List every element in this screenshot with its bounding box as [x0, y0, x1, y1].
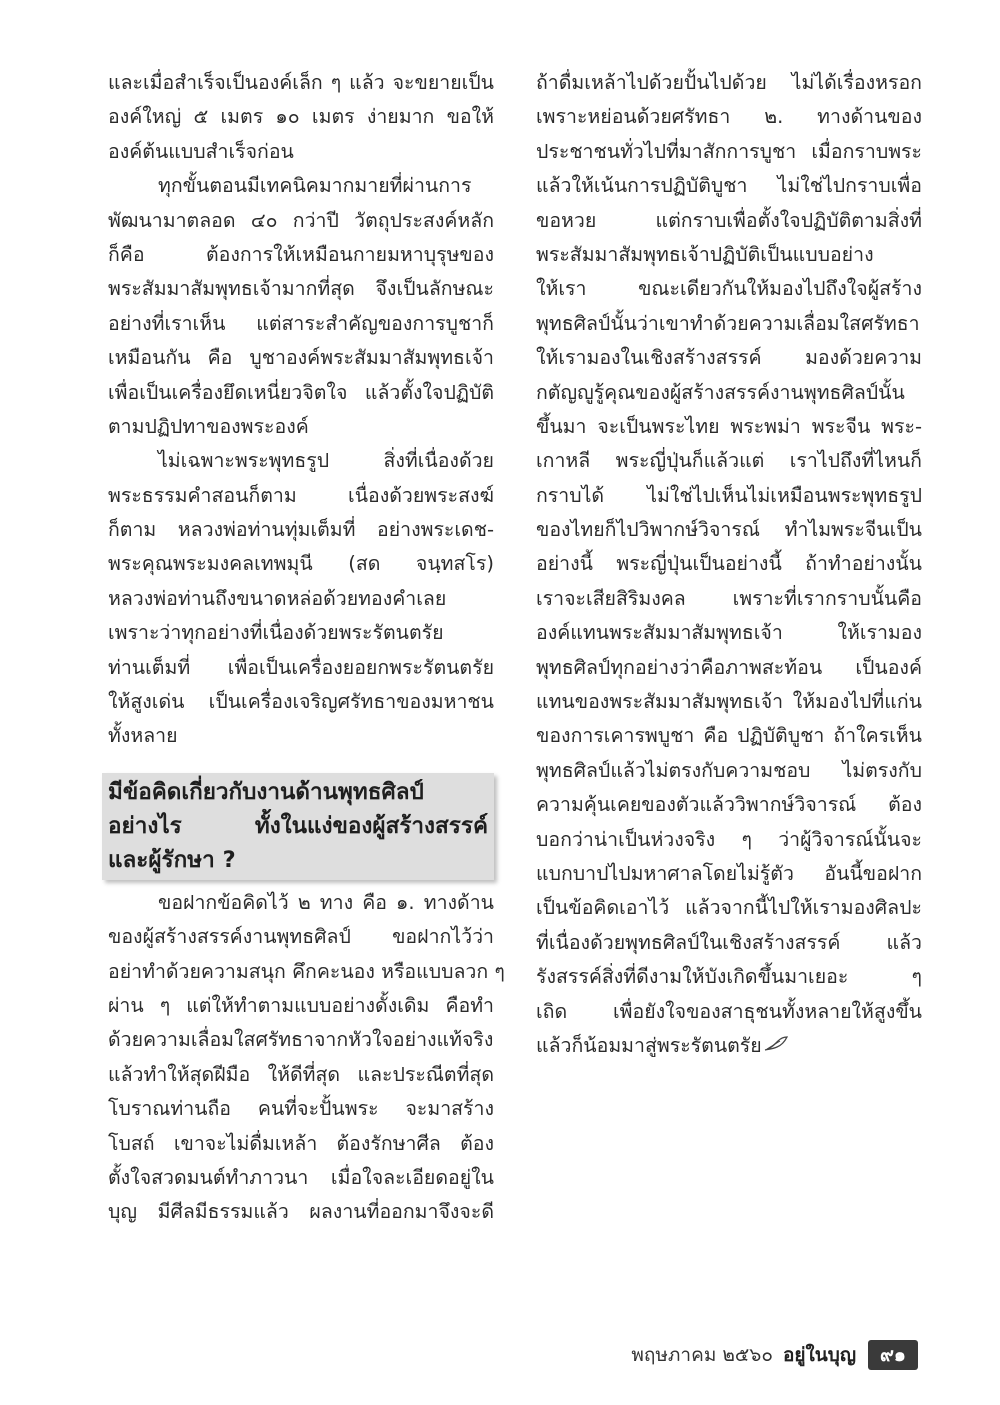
- page-footer: [631, 1338, 918, 1372]
- text-line: เกาหลี พระญี่ปุ่นก็แล้วแต่ เราไปถึงที่ไหนก็: [536, 449, 922, 473]
- paragraph-dhamma: [108, 444, 494, 754]
- text-line: อย่างที่เราเห็น แต่สาระสำคัญของการบูชาก็: [108, 311, 494, 335]
- left-column: [108, 66, 505, 1230]
- closing-line: [536, 1029, 922, 1063]
- text-line: เพราะว่าทุกอย่างที่เนื่องด้วยพระรัตนตรัย: [108, 621, 444, 645]
- text-line: ตั้งใจสวดมนต์ทำภาวนา เมื่อใจละเอียดอยู่ใน: [108, 1165, 494, 1189]
- text-line: ของการเคารพบูชา คือ ปฏิบัติบูชา ถ้าใครเห็น: [536, 724, 922, 748]
- text-line: เหมือนกัน คือ บูชาองค์พระสัมมาสัมพุทธเจ้า: [108, 346, 494, 370]
- text-line: ของผู้สร้างสรรค์งานพุทธศิลป์ ขอฝากไว้ว่า: [108, 925, 494, 949]
- text-line: พุทธศิลป์แล้วไม่ตรงกับความชอบ ไม่ตรงกับ: [536, 758, 922, 782]
- question-heading: [102, 773, 494, 880]
- text-line: และเมื่อสำเร็จเป็นองค์เล็ก ๆ แล้ว จะขยายเป็น: [108, 71, 494, 94]
- paragraph-technique: [108, 169, 494, 444]
- text-line: องค์ต้นแบบสำเร็จก่อน: [108, 139, 294, 163]
- text-line: อย่าทำด้วยความสนุก คึกคะนอง หรือแบบลวก ๆ: [108, 959, 505, 983]
- page-number: ๙๑: [868, 1340, 918, 1370]
- right-column: [536, 66, 922, 1063]
- text-line: ผ่าน ๆ แต่ให้ทำตามแบบอย่างดั้งเดิม คือทำ: [108, 993, 494, 1017]
- paragraph-advice: [108, 886, 505, 1230]
- issue-date: พฤษภาคม ๒๕๖๐: [631, 1344, 773, 1366]
- text-line: ให้สูงเด่น เป็นเครื่องเจริญศรัทธาของมหาชน: [108, 690, 494, 714]
- text-line: องค์แทนพระสัมมาสัมพุทธเจ้า ให้เรามอง: [536, 621, 922, 645]
- text-line: ความคุ้นเคยของตัวแล้ววิพากษ์วิจารณ์ ต้อง: [536, 793, 922, 817]
- text-line: แล้วทำให้สุดฝีมือ ให้ดีที่สุด และประณีตที่สุด: [108, 1062, 494, 1086]
- text-line: หลวงพ่อท่านถึงขนาดหล่อด้วยทองคำเลย: [108, 586, 447, 610]
- text-line: องค์ใหญ่ ๕ เมตร ๑๐ เมตร ง่ายมาก ขอให้: [108, 105, 494, 129]
- paragraph-continuation: [536, 66, 922, 1029]
- heading-line: มีข้อคิดเกี่ยวกับงานด้านพุทธศิลป์: [108, 778, 424, 805]
- text-line: โบสถ์ เขาจะไม่ดื่มเหล้า ต้องรักษาศีล ต้อง: [108, 1131, 494, 1155]
- text-line: ขอฝากข้อคิดไว้ ๒ ทาง คือ ๑. ทางด้าน: [158, 890, 494, 914]
- closing-text: แล้วก็น้อมมาสู่พระรัตนตรัย: [536, 1033, 762, 1057]
- text-line: บอกว่าน่าเป็นห่วงจริง ๆ ว่าผู้วิจารณ์นั้นจะ: [536, 827, 922, 851]
- text-line: ขอหวย แต่กราบเพื่อตั้งใจปฏิบัติตามสิ่งที่: [536, 208, 922, 232]
- text-line: พัฒนามาตลอด ๔๐ กว่าปี วัตถุประสงค์หลัก: [108, 208, 494, 232]
- text-line: พุทธศิลป์ทุกอย่างว่าคือภาพสะท้อน เป็นองค์: [536, 655, 922, 679]
- text-line: ทุกขั้นตอนมีเทคนิคมากมายที่ผ่านการ: [158, 174, 472, 198]
- text-line: พระธรรมคำสอนก็ตาม เนื่องด้วยพระสงฆ์: [108, 483, 494, 507]
- text-line: พระคุณพระมงคลเทพมุนี (สด จนฺทสโร): [108, 552, 494, 576]
- text-line: เราจะเสียสิริมงคล เพราะที่เรากราบนั้นคือ: [536, 586, 922, 610]
- text-line: ก็คือ ต้องการให้เหมือนกายมหาบุรุษของ: [108, 242, 494, 266]
- text-line: โบราณท่านถือ คนที่จะปั้นพระ จะมาสร้าง: [108, 1097, 494, 1121]
- text-line: พุทธศิลป์นั้นว่าเขาทำด้วยความเลื่อมใสศรัทธา: [536, 311, 920, 335]
- text-line: พระสัมมาสัมพุทธเจ้ามากที่สุด จึงเป็นลักษณะ: [108, 277, 494, 301]
- text-line: ท่านเต็มที่ เพื่อเป็นเครื่องยอยกพระรัตนตรัย: [108, 655, 494, 679]
- text-line: บุญ มีศีลมีธรรมแล้ว ผลงานที่ออกมาจึงจะดี: [108, 1200, 494, 1224]
- heading-line: อย่างไร ทั้งในแง่ของผู้สร้างสรรค์: [108, 812, 488, 839]
- text-line: ถ้าดื่มเหล้าไปด้วยปั้นไปด้วย ไม่ได้เรื่องหรอก: [536, 71, 922, 94]
- magazine-title: อยู่ในบุญ: [782, 1344, 857, 1366]
- quill-leaf-icon: [764, 1029, 788, 1063]
- text-line: พระสัมมาสัมพุทธเจ้าปฏิบัติเป็นแบบอย่าง: [536, 242, 874, 266]
- heading-line: และผู้รักษา ?: [108, 846, 236, 873]
- text-line: แทนของพระสัมมาสัมพุทธเจ้า ให้มองไปที่แก่น: [536, 690, 922, 714]
- text-line: กราบได้ ไม่ใช่ไปเห็นไม่เหมือนพระพุทธรูป: [536, 483, 922, 507]
- text-line: เป็นข้อคิดเอาไว้ แล้วจากนี้ไปให้เรามองศิลปะ: [536, 896, 922, 920]
- text-line: ไม่เฉพาะพระพุทธรูป สิ่งที่เนื่องด้วย: [158, 449, 494, 473]
- text-line: ที่เนื่องด้วยพุทธศิลป์ในเชิงสร้างสรรค์ แล้ว: [536, 930, 922, 954]
- text-line: เพราะหย่อนด้วยศรัทธา ๒. ทางด้านของ: [536, 105, 922, 129]
- text-line: ของไทยก็ไปวิพากษ์วิจารณ์ ทำไมพระจีนเป็น: [536, 518, 922, 542]
- text-line: กตัญญูรู้คุณของผู้สร้างสรรค์งานพุทธศิลป์นั้น: [536, 380, 905, 404]
- text-line: อย่างนี้ พระญี่ปุ่นเป็นอย่างนี้ ถ้าทำอย่างนั้น: [536, 552, 922, 576]
- text-line: แบกบาปไปมหาศาลโดยไม่รู้ตัว อันนี้ขอฝาก: [536, 861, 922, 885]
- intro-paragraph: [108, 66, 494, 169]
- text-line: รังสรรค์สิ่งที่ดีงามให้บังเกิดขึ้นมาเยอะ ๆ: [536, 965, 922, 989]
- text-line: ตามปฏิปทาของพระองค์: [108, 414, 309, 438]
- text-line: ให้เรา ขณะเดียวกันให้มองไปถึงใจผู้สร้าง: [536, 277, 922, 301]
- text-line: ด้วยความเลื่อมใสศรัทธาจากหัวใจอย่างแท้จริง: [108, 1028, 494, 1052]
- text-line: ประชาชนทั่วไปที่มาสักการบูชา เมื่อกราบพระ: [536, 139, 922, 163]
- text-line: ให้เรามองในเชิงสร้างสรรค์ มองด้วยความ: [536, 346, 922, 370]
- text-line: ทั้งหลาย: [108, 724, 178, 748]
- text-line: ก็ตาม หลวงพ่อท่านทุ่มเต็มที่ อย่างพระเดช-: [108, 518, 494, 542]
- text-line: แล้วให้เน้นการปฏิบัติบูชา ไม่ใช่ไปกราบเพื่อ: [536, 174, 922, 198]
- text-line: เถิด เพื่อยังใจของสาธุชนทั้งหลายให้สูงขึ้น: [536, 999, 922, 1023]
- text-line: ขึ้นมา จะเป็นพระไทย พระพม่า พระจีน พระ-: [536, 414, 922, 438]
- text-line: เพื่อเป็นเครื่องยึดเหนี่ยวจิตใจ แล้วตั้งใจปฏิบัติ: [108, 380, 494, 404]
